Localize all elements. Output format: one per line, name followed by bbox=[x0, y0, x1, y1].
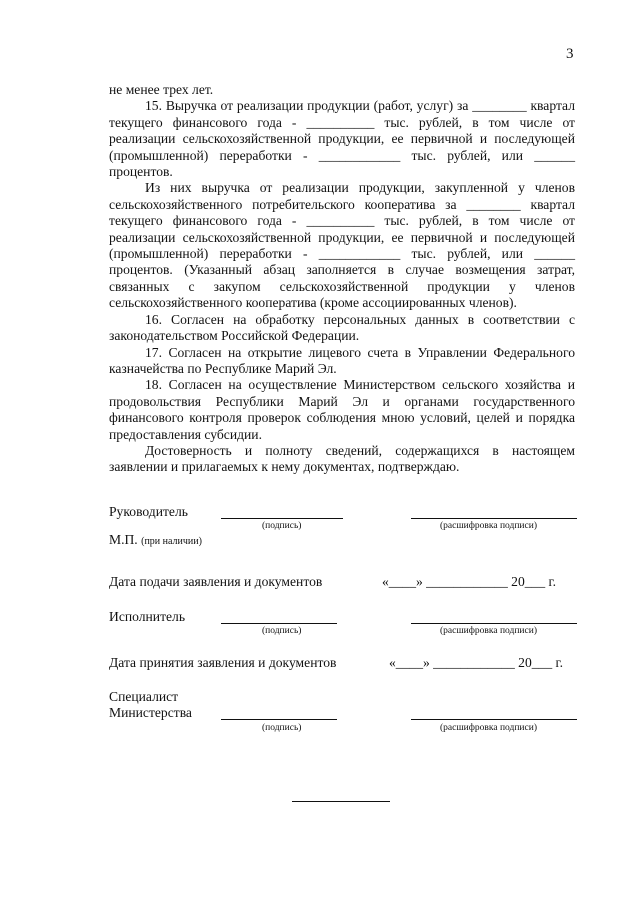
acceptance-date-label: Дата принятия заявления и документов bbox=[109, 655, 337, 670]
paragraph-item-17: 17. Согласен на открытие лицевого счета в Управлении Федерального казначейства по Республике Марий Эл. bbox=[109, 344, 575, 376]
executor-label: Исполнитель bbox=[109, 609, 186, 624]
head-label: Руководитель bbox=[109, 504, 188, 519]
document-body bbox=[109, 82, 575, 476]
specialist-signature-caption: (подпись) bbox=[262, 723, 302, 733]
stamp-label: М.П. (при наличии) bbox=[109, 532, 202, 547]
specialist-label-1: Специалист bbox=[109, 689, 179, 704]
page-number: 3 bbox=[566, 46, 574, 62]
head-signature-line[interactable] bbox=[221, 518, 343, 519]
specialist-decoding-line[interactable] bbox=[411, 719, 577, 720]
head-decoding-caption: (расшифровка подписи) bbox=[440, 521, 537, 531]
acceptance-date-field[interactable]: «____» ____________ 20___ г. bbox=[389, 655, 563, 670]
specialist-signature-line[interactable] bbox=[221, 719, 337, 720]
paragraph-purchased-revenue: Из них выручка от реализации продукции, закупленной у членов сельскохозяйственного потребительского кооператива за ________ квартал текущего финансового года - __________ тыс. рублей, в том числе от реализации сельскохозяйственной продукции, ее первичной и последующей (промышленной) переработки - ____________ тыс. рублей, или ______ процентов. (Указанный абзац заполняется в случае возмещения затрат, связанных с закупом сельскохозяйственной продукции у членов сельскохозяйственного кооператива (кроме ассоциированных членов). bbox=[109, 180, 575, 311]
paragraph-item-16: 16. Согласен на обработку персональных данных в соответствии с законодательством Российской Федерации. bbox=[109, 311, 575, 344]
submission-date-label: Дата подачи заявления и документов bbox=[109, 574, 323, 589]
specialist-decoding-caption: (расшифровка подписи) bbox=[440, 723, 537, 733]
head-decoding-line[interactable] bbox=[411, 518, 577, 519]
specialist-label-2: Министерства bbox=[109, 705, 192, 720]
paragraph-item-18: 18. Согласен на осуществление Министерством сельского хозяйства и продовольствия Республики Марий Эл и органами государственного финансового контроля проверок соблюдения мною условий, целей и порядка предоставления субсидии. bbox=[109, 377, 575, 442]
executor-decoding-line[interactable] bbox=[411, 623, 577, 624]
paragraph-item-15: 15. Выручка от реализации продукции (работ, услуг) за ________ квартал текущего финансового года - __________ тыс. рублей, в том числе от реализации сельскохозяйственной продукции, ее первичной и последующей (промышленной) переработки - ____________ тыс. рублей, или ______ процентов. bbox=[109, 98, 575, 180]
executor-signature-line[interactable] bbox=[221, 623, 337, 624]
head-signature-caption: (подпись) bbox=[262, 521, 302, 531]
paragraph-continuation: не менее трех лет. bbox=[109, 82, 214, 97]
stamp-note: (при наличии) bbox=[141, 536, 202, 547]
executor-signature-caption: (подпись) bbox=[262, 626, 302, 636]
executor-decoding-caption: (расшифровка подписи) bbox=[440, 626, 537, 636]
submission-date-field[interactable]: «____» ____________ 20___ г. bbox=[382, 574, 556, 589]
paragraph-confirmation: Достоверность и полноту сведений, содержащихся в настоящем заявлении и прилагаемых к нему документах, подтверждаю. bbox=[109, 442, 575, 475]
end-of-document-rule bbox=[292, 801, 390, 802]
